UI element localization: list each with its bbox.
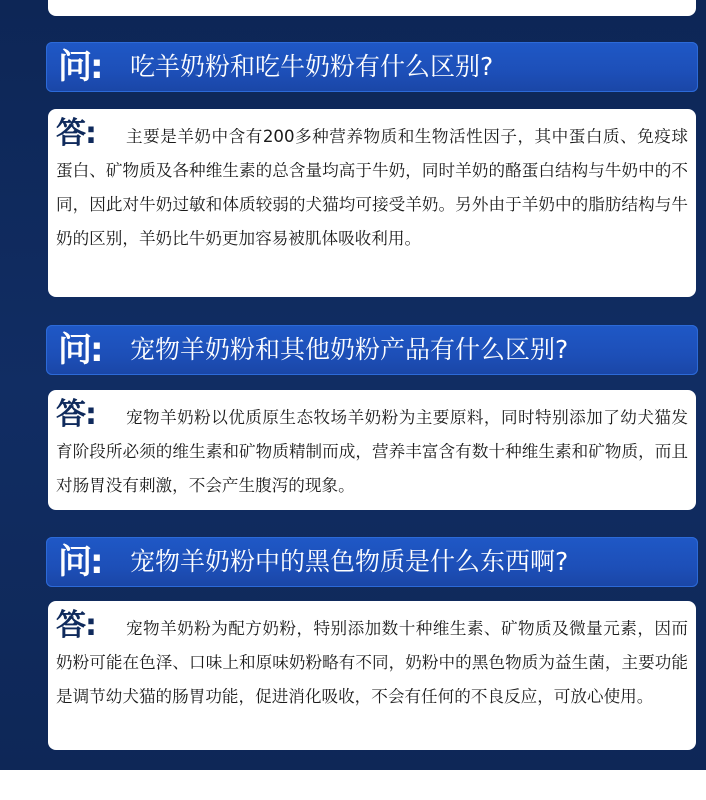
answer-card-2 [48,390,696,510]
answer-card-1 [48,109,696,297]
answer-icon: 答: [56,397,96,432]
answer-icon: 答: [56,608,96,643]
question-icon: 问: [58,542,102,582]
page-bottom-strip [0,770,706,800]
answer-icon: 答: [56,116,96,151]
question-text-1: 吃羊奶粉和吃牛奶粉有什么区别? [130,52,494,81]
answer-card-3 [48,601,696,750]
answer-text-1: 主要是羊奶中含有200多种营养物质和生物活性因子，其中蛋白质、免疫球蛋白、矿物质及各种维生素的总含量均高于牛奶，同时羊奶的酪蛋白结构与牛奶中的不同，因此对牛奶过敏和体质较弱的犬猫均可接受羊奶。另外由于羊奶中的脂肪结构与牛奶的区别，羊奶比牛奶更加容易被肌体吸收利用。 [56,127,688,248]
question-bar-1 [46,42,698,92]
previous-answer-card [48,0,696,16]
question-icon: 问: [58,47,102,87]
question-bar-2 [46,325,698,375]
question-icon: 问: [58,330,102,370]
answer-text-2: 宠物羊奶粉以优质原生态牧场羊奶粉为主要原料，同时特别添加了幼犬猫发育阶段所必须的维生素和矿物质精制而成，营养丰富含有数十种维生素和矿物质，而且对肠胃没有刺激，不会产生腹泻的现象。 [56,408,688,495]
question-bar-3 [46,537,698,587]
question-text-3: 宠物羊奶粉中的黑色物质是什么东西啊? [130,547,569,576]
answer-text-3: 宠物羊奶粉为配方奶粉，特别添加数十种维生素、矿物质及微量元素，因而奶粉可能在色泽、口味上和原味奶粉略有不同，奶粉中的黑色物质为益生菌，主要功能是调节幼犬猫的肠胃功能，促进消化吸收，不会有任何的不良反应，可放心使用。 [56,619,688,706]
question-text-2: 宠物羊奶粉和其他奶粉产品有什么区别? [130,335,569,364]
